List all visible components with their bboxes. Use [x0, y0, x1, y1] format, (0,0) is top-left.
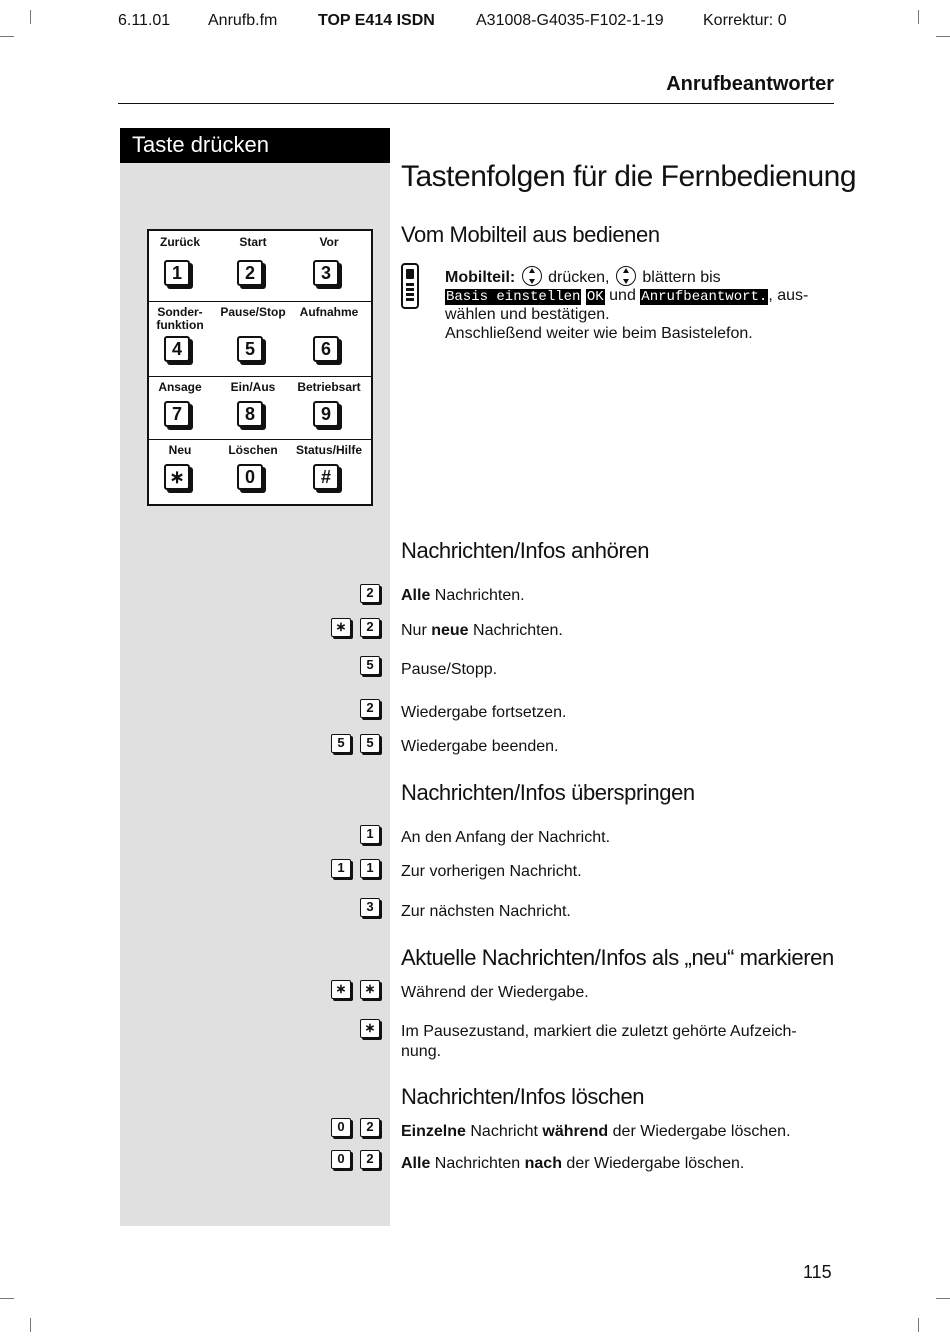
- mobile-text: und: [609, 287, 636, 304]
- mark-pause-2: nung.: [401, 1043, 442, 1060]
- keypad-key-7: 7: [164, 401, 190, 427]
- key-star: ∗: [360, 1019, 380, 1038]
- row-text: Nachrichten: [434, 1155, 521, 1172]
- mark-heading: Aktuelle Nachrichten/Infos als „neu“ markieren: [401, 945, 834, 970]
- keypad-label: Sonder- funktion: [156, 305, 204, 332]
- key-star: ∗: [360, 980, 380, 999]
- skip-start: An den Anfang der Nachricht.: [401, 829, 611, 846]
- nav-key-icon: [616, 266, 636, 286]
- bold-text: Alle: [401, 1155, 431, 1172]
- sidebar-header: Taste drücken: [120, 128, 390, 163]
- keypad-label: Neu: [168, 443, 192, 457]
- skip-next: Zur nächsten Nachricht.: [401, 903, 571, 920]
- row-text: der Wiedergabe löschen.: [612, 1123, 791, 1140]
- crop-mark: [936, 36, 950, 37]
- delete-heading: Nachrichten/Infos löschen: [401, 1084, 645, 1109]
- row-text: Nur: [401, 622, 427, 639]
- crop-mark: [0, 36, 14, 37]
- key-5: 5: [331, 734, 351, 753]
- mobile-label: Mobilteil:: [445, 269, 516, 286]
- crop-mark: [918, 10, 919, 24]
- keypad-key-3: 3: [313, 260, 339, 286]
- listen-pause: Pause/Stopp.: [401, 661, 498, 678]
- key-2: 2: [360, 618, 380, 637]
- mobile-line-2: [445, 286, 808, 307]
- key-1: 1: [331, 859, 351, 878]
- crop-mark: [30, 10, 31, 24]
- keypad-row-divider: [149, 301, 371, 302]
- header-date: 6.11.01: [118, 12, 171, 29]
- keypad-key-0: 0: [237, 464, 263, 490]
- crop-mark: [0, 1298, 14, 1299]
- key-0: 0: [331, 1150, 351, 1169]
- delete-all: [401, 1154, 744, 1173]
- key-5: 5: [360, 734, 380, 753]
- bold-text: Einzelne: [401, 1123, 466, 1140]
- keypad-label: Zurück: [159, 235, 200, 249]
- nav-key-icon: [522, 266, 542, 286]
- bold-text: Alle: [401, 587, 431, 604]
- listen-all: [401, 586, 525, 605]
- delete-single: [401, 1122, 791, 1141]
- mobile-line-1: [445, 266, 721, 287]
- header-product: TOP E414 ISDN: [318, 12, 435, 29]
- header-correction: Korrektur: 0: [703, 12, 787, 29]
- section-title: Anrufbeantworter: [666, 73, 834, 95]
- key-1: 1: [360, 859, 380, 878]
- menu-ok: OK: [586, 289, 604, 305]
- keypad-key-star: ∗: [164, 464, 190, 490]
- handset-icon: [401, 263, 419, 309]
- mark-during: Während der Wiedergabe.: [401, 984, 589, 1001]
- key-2: 2: [360, 584, 380, 603]
- bold-text: neue: [431, 622, 469, 639]
- key-3: 3: [360, 898, 380, 917]
- listen-end: Wiedergabe beenden.: [401, 738, 559, 755]
- keypad-key-9: 9: [313, 401, 339, 427]
- keypad-key-hash: #: [313, 464, 339, 490]
- keypad-key-8: 8: [237, 401, 263, 427]
- mark-pause-1: Im Pausezustand, markiert die zuletzt gehörte Aufzeich-: [401, 1023, 797, 1040]
- key-2: 2: [360, 1150, 380, 1169]
- key-2: 2: [360, 699, 380, 718]
- listen-resume: Wiedergabe fortsetzen.: [401, 704, 567, 721]
- keypad-label: Aufnahme: [299, 305, 359, 319]
- menu-anrufbeantworter: Anrufbeantwort.: [641, 289, 768, 305]
- listen-heading: Nachrichten/Infos anhören: [401, 538, 650, 563]
- keypad-label: Ansage: [158, 380, 202, 394]
- skip-heading: Nachrichten/Infos überspringen: [401, 780, 695, 805]
- page-title: Tastenfolgen für die Fernbedienung: [401, 160, 857, 193]
- row-text: Nachricht: [470, 1123, 538, 1140]
- remote-keypad: [147, 229, 373, 506]
- header-doc-id: A31008-G4035-F102-1-19: [476, 12, 664, 29]
- keypad-label: Pause/Stop: [220, 305, 286, 319]
- key-0: 0: [331, 1118, 351, 1137]
- listen-new: [401, 621, 563, 640]
- bold-text: während: [542, 1123, 609, 1140]
- mobile-text: drücken,: [548, 269, 610, 286]
- keypad-label: Status/Hilfe: [295, 443, 362, 457]
- key-5: 5: [360, 656, 380, 675]
- bold-text: nach: [524, 1155, 562, 1172]
- keypad-label: Betriebsart: [297, 380, 361, 394]
- section-divider: [118, 103, 834, 104]
- keypad-label: Vor: [319, 235, 339, 249]
- crop-mark: [30, 1318, 31, 1332]
- keypad-key-1: 1: [164, 260, 190, 286]
- mobile-line-4: Anschließend weiter wie beim Basistelefon.: [445, 325, 753, 342]
- keypad-row-divider: [149, 439, 371, 440]
- keypad-key-2: 2: [237, 260, 263, 286]
- key-star: ∗: [331, 980, 351, 999]
- mobile-text: blättern bis: [642, 269, 721, 286]
- row-text: Nachrichten.: [434, 587, 525, 604]
- row-text: der Wiedergabe löschen.: [566, 1155, 745, 1172]
- mobile-text: , aus-: [768, 287, 809, 304]
- mobile-heading: Vom Mobilteil aus bedienen: [401, 222, 660, 247]
- key-1: 1: [360, 825, 380, 844]
- crop-mark: [936, 1298, 950, 1299]
- menu-basis-einstellen: Basis einstellen: [446, 289, 581, 305]
- row-text: Nachrichten.: [473, 622, 563, 639]
- keypad-label: Löschen: [228, 443, 278, 457]
- crop-mark: [918, 1318, 919, 1332]
- page-number: 115: [803, 1262, 832, 1282]
- mobile-line-3: wählen und bestätigen.: [445, 306, 610, 323]
- skip-previous: Zur vorherigen Nachricht.: [401, 863, 582, 880]
- keypad-key-5: 5: [237, 336, 263, 362]
- header-file: Anrufb.fm: [208, 12, 278, 29]
- key-star: ∗: [331, 618, 351, 637]
- key-2: 2: [360, 1118, 380, 1137]
- keypad-label: Ein/Aus: [230, 380, 276, 394]
- keypad-label: Start: [239, 235, 267, 249]
- keypad-key-6: 6: [313, 336, 339, 362]
- keypad-row-divider: [149, 376, 371, 377]
- keypad-key-4: 4: [164, 336, 190, 362]
